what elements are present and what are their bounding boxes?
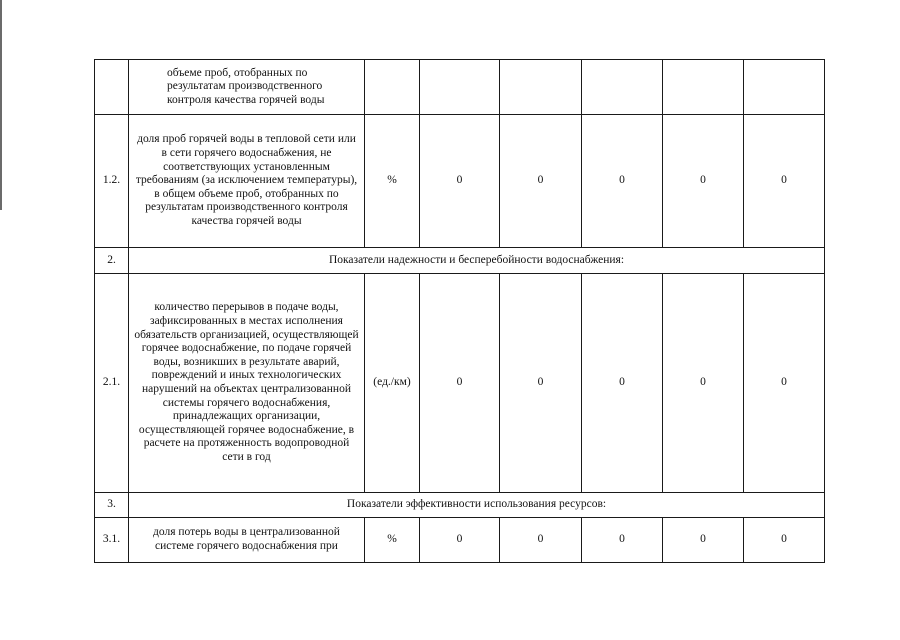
row-value-4: 0 (663, 518, 744, 563)
section-title: Показатели эффективности использования ресурсов: (129, 493, 825, 518)
row-unit: % (365, 518, 420, 563)
row-value-1: 0 (420, 115, 500, 248)
section-number: 3. (95, 493, 129, 518)
table-row (95, 60, 825, 115)
row-value-2: 0 (500, 115, 582, 248)
row-value-5: 0 (744, 274, 825, 493)
scan-edge-mark (0, 0, 2, 210)
row-value-3: 0 (582, 518, 663, 563)
row-number: 2.1. (95, 274, 129, 493)
indicators-table (94, 59, 825, 563)
row-value-1: 0 (420, 518, 500, 563)
row-value-5: 0 (744, 518, 825, 563)
row-value-2 (500, 60, 582, 115)
row-description: доля проб горячей воды в тепловой сети или в сети горячего водоснабжения, не соответствующих установленным требованиям (за исключением температуры), в общем объеме проб, отобранных по результатам производственного контроля качества горячей воды (129, 115, 365, 248)
table-row (95, 518, 825, 563)
row-value-5: 0 (744, 115, 825, 248)
row-value-1: 0 (420, 274, 500, 493)
row-value-5 (744, 60, 825, 115)
row-value-2: 0 (500, 274, 582, 493)
row-number: 1.2. (95, 115, 129, 248)
row-value-3 (582, 60, 663, 115)
row-description: доля потерь воды в централизованной системе горячего водоснабжения при (129, 518, 365, 563)
section-title: Показатели надежности и бесперебойности водоснабжения: (129, 248, 825, 274)
table-section-row (95, 493, 825, 518)
row-unit (365, 60, 420, 115)
row-value-3: 0 (582, 115, 663, 248)
table-row (95, 115, 825, 248)
row-value-4: 0 (663, 115, 744, 248)
row-value-1 (420, 60, 500, 115)
table-section-row (95, 248, 825, 274)
row-unit: % (365, 115, 420, 248)
row-description: количество перерывов в подаче воды, зафиксированных в местах исполнения обязательств организацией, осуществляющей горячее водоснабжение, по подаче горячей воды, возникших в результате аварий, повреждений и иных технологических нарушений на объектах централизованной системы горячего водоснабжения, принадлежащих организации, осуществляющей горячее водоснабжение, в расчете на протяженность водопроводной сети в год (129, 274, 365, 493)
row-value-4: 0 (663, 274, 744, 493)
row-number: 3.1. (95, 518, 129, 563)
row-description: объеме проб, отобранных по результатам производственного контроля качества горячей воды (129, 60, 365, 115)
row-number (95, 60, 129, 115)
row-unit: (ед./км) (365, 274, 420, 493)
row-value-2: 0 (500, 518, 582, 563)
section-number: 2. (95, 248, 129, 274)
row-value-4 (663, 60, 744, 115)
row-value-3: 0 (582, 274, 663, 493)
table-row (95, 274, 825, 493)
